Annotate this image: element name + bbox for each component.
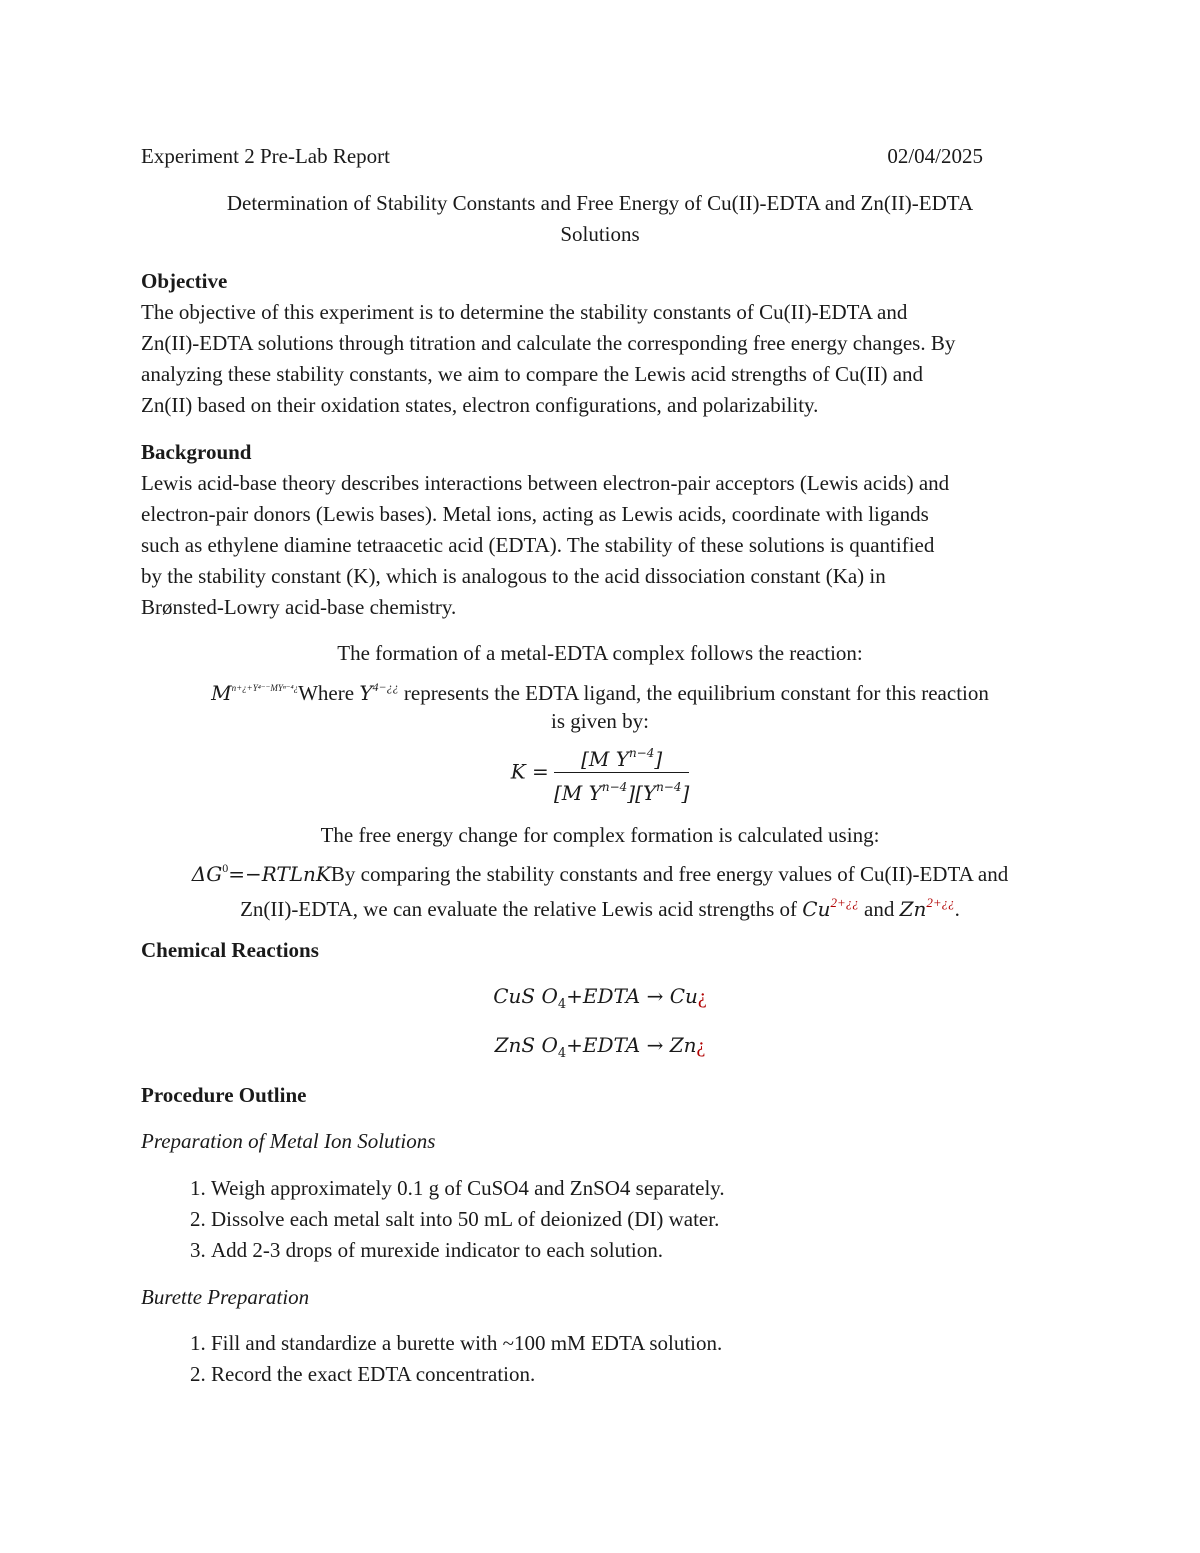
step-2-1: 1. Fill and standardize a burette with ~100 mM EDTA solution. xyxy=(211,1328,1059,1359)
background-line-2: electron-pair donors (Lewis bases). Metal ions, acting as Lewis acids, coordinate with ligands xyxy=(141,502,929,526)
procedure-heading: Procedure Outline xyxy=(141,1083,307,1107)
delta-g-rhs: =−RTLnK xyxy=(228,862,331,886)
compare-text: By comparing the stability constants and free energy values of Cu(II)-EDTA and xyxy=(330,862,1009,886)
reactions-heading: Chemical Reactions xyxy=(141,938,319,962)
objective-line-1: The objective of this experiment is to determine the stability constants of Cu(II)-EDTA and xyxy=(141,300,908,324)
formation-intro: The formation of a metal-EDTA complex follows the reaction: xyxy=(337,641,863,665)
k-num-text: [M Y xyxy=(581,747,629,771)
k-lhs: K = xyxy=(510,759,549,784)
given-by: is given by: xyxy=(551,709,649,733)
background-line-4: by the stability constant (K), which is analogous to the acid dissociation constant (Ka) in xyxy=(141,564,886,588)
objective-heading: Objective xyxy=(141,269,228,293)
k-den-b-sup: n−4 xyxy=(656,780,682,794)
k-den-a: [M Y xyxy=(554,781,602,805)
compare-line xyxy=(141,887,1059,925)
objective-line-3: analyzing these stability constants, we aim to compare the Lewis acid strengths of Cu(II) and xyxy=(141,362,924,386)
k-den-b: ][Y xyxy=(627,781,657,805)
title-line-2: Solutions xyxy=(560,222,640,246)
cu-superscript: 2+¿¿ xyxy=(830,895,859,910)
equilibrium-equation xyxy=(141,740,1059,807)
cu-symbol: Cu xyxy=(802,897,831,921)
ligand-superscript: 4−¿¿ xyxy=(372,680,399,694)
where-text: Where xyxy=(298,681,355,705)
procedure-list-2 xyxy=(141,1328,1059,1390)
ligand-symbol: Y xyxy=(359,681,373,705)
sentence-period: . xyxy=(954,897,960,921)
objective-line-2: Zn(II)-EDTA solutions through titration and calculate the corresponding free energy changes. By xyxy=(141,331,956,355)
k-num-close: ] xyxy=(654,747,663,771)
report-label: Experiment 2 Pre-Lab Report xyxy=(141,144,391,168)
reaction-2-lhs: ZnS O xyxy=(494,1033,558,1057)
zn-symbol: Zn xyxy=(899,897,927,921)
reaction-2-rhs: +EDTA → Zn xyxy=(566,1033,697,1057)
procedure-subheading-2: Burette Preparation xyxy=(141,1285,310,1309)
reaction-1-subscript: 4 xyxy=(557,997,567,1012)
reaction-1-lhs: CuS O xyxy=(493,984,558,1008)
reaction-2-subscript: 4 xyxy=(557,1046,567,1061)
step-1-3: 3. Add 2-3 drops of murexide indicator to each solution. xyxy=(211,1235,1059,1266)
k-den-close: ] xyxy=(681,781,690,805)
zn-superscript: 2+¿¿ xyxy=(926,895,955,910)
reaction-1-rhs: +EDTA → Cu xyxy=(566,984,698,1008)
background-heading: Background xyxy=(141,440,252,464)
background-line-3: such as ethylene diamine tetraacetic acid (EDTA). The stability of these solutions is quantified xyxy=(141,533,935,557)
free-energy-line xyxy=(141,853,1059,890)
compare-text-a: Zn(II)-EDTA, we can evaluate the relative Lewis acid strengths of xyxy=(240,897,803,921)
where-rest: represents the EDTA ligand, the equilibrium constant for this reaction xyxy=(398,681,989,705)
reaction-metal-symbol: M xyxy=(211,681,232,705)
k-denominator xyxy=(554,773,689,807)
k-numerator xyxy=(554,740,689,773)
procedure-list-1 xyxy=(141,1173,1059,1266)
reaction-where-line xyxy=(141,672,1059,709)
background-line-1: Lewis acid-base theory describes interactions between electron-pair acceptors (Lewis acids) and xyxy=(141,471,950,495)
step-1-1: 1. Weigh approximately 0.1 g of CuSO4 and ZnSO4 separately. xyxy=(211,1173,1059,1204)
reaction-garbled-superscript: n+¿+Y⁴⁻⁻MYⁿ⁻⁴¿ xyxy=(231,683,299,693)
step-1-2: 2. Dissolve each metal salt into 50 mL of deionized (DI) water. xyxy=(211,1204,1059,1235)
report-date: 02/04/2025 xyxy=(887,144,983,168)
background-section xyxy=(141,437,1059,623)
report-header xyxy=(141,141,983,172)
k-num-sup: n−4 xyxy=(628,746,655,760)
document-title xyxy=(141,188,1059,250)
procedure-subheading-1: Preparation of Metal Ion Solutions xyxy=(141,1129,436,1153)
k-den-a-sup: n−4 xyxy=(601,780,628,794)
reaction-2-error-glyph: ¿ xyxy=(696,1035,706,1057)
delta-g-symbol: ΔG xyxy=(191,862,223,886)
k-fraction xyxy=(554,740,689,807)
reaction-1 xyxy=(141,981,1059,1020)
objective-line-4: Zn(II) based on their oxidation states, electron configurations, and polarizability. xyxy=(141,393,819,417)
objective-section xyxy=(141,266,1059,421)
delta-g-superscript: 0 xyxy=(222,861,229,875)
step-2-2: 2. Record the exact EDTA concentration. xyxy=(211,1359,1059,1390)
and-word: and xyxy=(858,897,900,921)
background-line-5: Brønsted-Lowry acid-base chemistry. xyxy=(141,595,457,619)
reaction-1-error-glyph: ¿ xyxy=(697,986,707,1008)
reaction-2 xyxy=(141,1030,1059,1069)
title-line-1: Determination of Stability Constants and Free Energy of Cu(II)-EDTA and Zn(II)-EDTA xyxy=(226,191,974,215)
free-energy-intro: The free energy change for complex formation is calculated using: xyxy=(320,823,880,847)
